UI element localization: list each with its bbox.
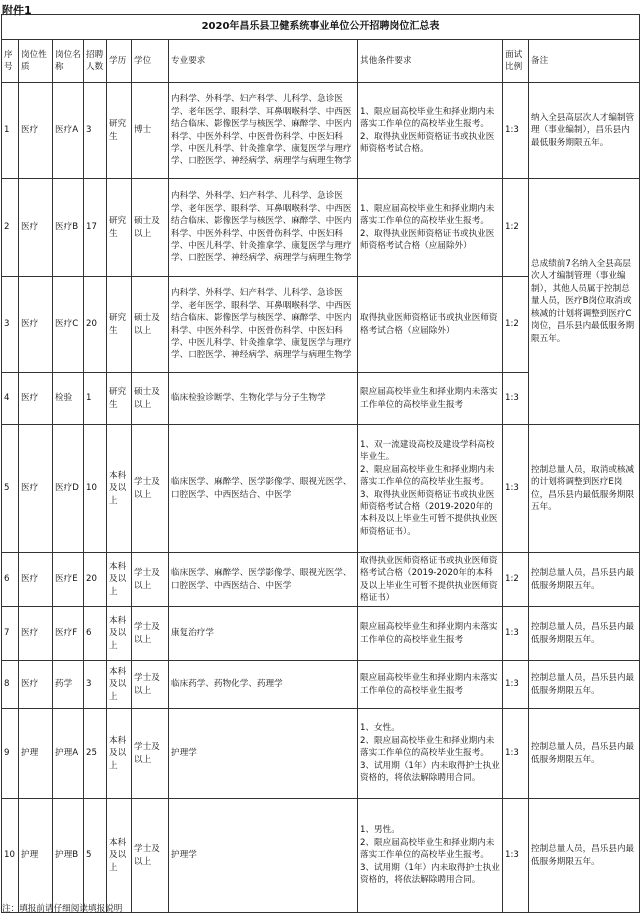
cell-other: 1、女性。 2、限应届高校毕业生和择业期内未落实工作单位的高校毕业生报考。 3、试用期（1年）内未取得护士执业资格的，将依法解除聘用合同。 bbox=[358, 709, 503, 799]
cell-count: 20 bbox=[84, 277, 107, 373]
cell-degree: 学士及以上 bbox=[132, 425, 169, 553]
cell-remark: 控制总量人员，昌乐县内最低服务期限五年。 bbox=[529, 607, 640, 661]
cell-no: 9 bbox=[2, 709, 19, 799]
cell-count: 5 bbox=[84, 799, 107, 913]
cell-ratio: 1:3 bbox=[503, 709, 529, 799]
header-cell: 备注 bbox=[529, 40, 640, 83]
cell-no: 6 bbox=[2, 553, 19, 607]
cell-degree: 学士及以上 bbox=[132, 661, 169, 709]
cell-edu: 本科及以上 bbox=[107, 661, 132, 709]
cell-name: 医疗B bbox=[53, 179, 84, 277]
cell-count: 17 bbox=[84, 179, 107, 277]
cell-no: 5 bbox=[2, 425, 19, 553]
recruitment-table bbox=[1, 14, 640, 913]
cell-major: 护理学 bbox=[169, 709, 358, 799]
header-cell: 学位 bbox=[132, 40, 169, 83]
header-row bbox=[2, 40, 640, 83]
cell-degree: 硕士及以上 bbox=[132, 277, 169, 373]
cell-major: 内科学、外科学、妇产科学、儿科学、急诊医学、老年医学、眼科学、耳鼻咽喉科学、中西医结合临床、影像医学与核医学、麻醉学、中医内科学、中医外科学、中医骨伤科学、中医妇科学、中医儿科学、针灸推拿学、康复医学与理疗学、口腔医学、神经病学、病理学与病理生物学 bbox=[169, 83, 358, 179]
cell-ratio: 1:3 bbox=[503, 425, 529, 553]
cell-ratio: 1:3 bbox=[503, 607, 529, 661]
cell-name: 医疗F bbox=[53, 607, 84, 661]
cell-nature: 医疗 bbox=[19, 373, 53, 425]
cell-nature: 医疗 bbox=[19, 425, 53, 553]
header-cell: 岗位名称 bbox=[53, 40, 84, 83]
cell-edu: 研究生 bbox=[107, 277, 132, 373]
cell-no: 3 bbox=[2, 277, 19, 373]
table-row bbox=[2, 553, 640, 607]
cell-nature: 护理 bbox=[19, 709, 53, 799]
cell-degree: 硕士及以上 bbox=[132, 179, 169, 277]
cell-major: 临床医学、麻醉学、医学影像学、眼视光医学、口腔医学、中西医结合、中医学 bbox=[169, 553, 358, 607]
header-cell: 专业要求 bbox=[169, 40, 358, 83]
header-cell: 面试比例 bbox=[503, 40, 529, 83]
header-cell: 学历 bbox=[107, 40, 132, 83]
header-cell: 招聘人数 bbox=[84, 40, 107, 83]
table-title: 2020年昌乐县卫健系统事业单位公开招聘岗位汇总表 bbox=[2, 15, 640, 40]
cell-ratio: 1:2 bbox=[503, 277, 529, 373]
cell-ratio: 1:3 bbox=[503, 799, 529, 913]
cell-other: 1、限应届高校毕业生和择业期内未落实工作单位的高校毕业生报考。 2、取得执业医师资格证书或执业医师资格考试合格（应届除外） bbox=[358, 179, 503, 277]
cell-major: 内科学、外科学、妇产科学、儿科学、急诊医学、老年医学、眼科学、耳鼻咽喉科学、中西医结合临床、影像医学与核医学、麻醉学、中医内科学、中医外科学、中医骨伤科学、中医妇科学、中医儿科学、针灸推拿学、康复医学与理疗学、口腔医学、神经病学、病理学与病理生物学 bbox=[169, 277, 358, 373]
cell-other: 1、限应届高校毕业生和择业期内未落实工作单位的高校毕业生报考。 2、取得执业医师资格证书或执业医师资格考试合格。 bbox=[358, 83, 503, 179]
cell-nature: 医疗 bbox=[19, 553, 53, 607]
cell-ratio: 1:2 bbox=[503, 179, 529, 277]
attachment-label: 附件1 bbox=[2, 4, 32, 17]
cell-edu: 研究生 bbox=[107, 373, 132, 425]
cell-remark: 控制总量人员，昌乐县内最低服务期限五年。 bbox=[529, 553, 640, 607]
cell-edu: 研究生 bbox=[107, 83, 132, 179]
table-row bbox=[2, 709, 640, 799]
header-cell: 岗位性质 bbox=[19, 40, 53, 83]
cell-edu: 本科及以上 bbox=[107, 553, 132, 607]
table-row bbox=[2, 425, 640, 553]
header-cell: 序号 bbox=[2, 40, 19, 83]
cell-ratio: 1:3 bbox=[503, 661, 529, 709]
cell-major: 康复治疗学 bbox=[169, 607, 358, 661]
table-row bbox=[2, 83, 640, 179]
cell-name: 医疗C bbox=[53, 277, 84, 373]
cell-other: 限应届高校毕业生和择业期内未落实工作单位的高校毕业生报考 bbox=[358, 373, 503, 425]
cell-name: 护理B bbox=[53, 799, 84, 913]
cell-count: 3 bbox=[84, 83, 107, 179]
cell-remark: 控制总量人员，昌乐县内最低服务期限五年。 bbox=[529, 709, 640, 799]
cell-name: 医疗D bbox=[53, 425, 84, 553]
cell-count: 25 bbox=[84, 709, 107, 799]
cell-nature: 医疗 bbox=[19, 83, 53, 179]
cell-degree: 学士及以上 bbox=[132, 553, 169, 607]
cell-remark: 控制总量人员，昌乐县内最低服务期限五年。 bbox=[529, 799, 640, 913]
cell-no: 7 bbox=[2, 607, 19, 661]
cell-count: 3 bbox=[84, 661, 107, 709]
cell-other: 取得执业医师资格证书或执业医师资格考试合格（2019-2020年的本科及以上毕业生可暂不提供执业医师资格证书） bbox=[358, 553, 503, 607]
cell-degree: 学士及以上 bbox=[132, 607, 169, 661]
table-row bbox=[2, 607, 640, 661]
cell-edu: 本科及以上 bbox=[107, 607, 132, 661]
cell-name: 药学 bbox=[53, 661, 84, 709]
cell-name: 医疗E bbox=[53, 553, 84, 607]
cell-degree: 硕士及以上 bbox=[132, 373, 169, 425]
cell-nature: 护理 bbox=[19, 799, 53, 913]
cell-other: 1、男性。 2、限应届高校毕业生和择业期内未落实工作单位的高校毕业生报考。 3、试用期（1年）内未取得护士执业资格的，将依法解除聘用合同。 bbox=[358, 799, 503, 913]
table-row bbox=[2, 799, 640, 913]
cell-no: 4 bbox=[2, 373, 19, 425]
cell-other: 限应届高校毕业生和择业期内未落实工作单位的高校毕业生报考 bbox=[358, 661, 503, 709]
footnote: 注：填报前请仔细阅读填报说明 bbox=[2, 904, 123, 914]
cell-edu: 本科及以上 bbox=[107, 709, 132, 799]
cell-degree: 博士 bbox=[132, 83, 169, 179]
cell-ratio: 1:3 bbox=[503, 83, 529, 179]
cell-no: 2 bbox=[2, 179, 19, 277]
cell-name: 医疗A bbox=[53, 83, 84, 179]
cell-count: 20 bbox=[84, 553, 107, 607]
cell-no: 10 bbox=[2, 799, 19, 913]
cell-count: 1 bbox=[84, 373, 107, 425]
cell-name: 检验 bbox=[53, 373, 84, 425]
cell-other: 限应届高校毕业生和择业期内未落实工作单位的高校毕业生报考 bbox=[358, 607, 503, 661]
cell-nature: 医疗 bbox=[19, 179, 53, 277]
cell-edu: 本科及以上 bbox=[107, 799, 132, 913]
cell-major: 内科学、外科学、妇产科学、儿科学、急诊医学、老年医学、眼科学、耳鼻咽喉科学、中西医结合临床、影像医学与核医学、麻醉学、中医内科学、中医外科学、中医骨伤科学、中医妇科学、中医儿科学、针灸推拿学、康复医学与理疗学、口腔医学、神经病学、病理学与病理生物学 bbox=[169, 179, 358, 277]
cell-name: 护理A bbox=[53, 709, 84, 799]
cell-other: 1、双一流建设高校及建设学科高校毕业生。 2、限应届高校毕业生和择业期内未落实工作单位的高校毕业生报考。 3、取得执业医师资格证书或执业医师资格考试合格（2019-2020年的本科及以上毕业生可暂不提供执业医师资格证书）。 bbox=[358, 425, 503, 553]
cell-degree: 学士及以上 bbox=[132, 799, 169, 913]
cell-no: 1 bbox=[2, 83, 19, 179]
cell-ratio: 1:3 bbox=[503, 373, 529, 425]
cell-ratio: 1:2 bbox=[503, 553, 529, 607]
cell-nature: 医疗 bbox=[19, 661, 53, 709]
header-cell: 其他条件要求 bbox=[358, 40, 503, 83]
cell-remark: 控制总量人员，昌乐县内最低服务期限五年。 bbox=[529, 661, 640, 709]
table-row bbox=[2, 179, 640, 277]
cell-degree: 学士及以上 bbox=[132, 709, 169, 799]
cell-count: 10 bbox=[84, 425, 107, 553]
cell-major: 临床药学、药物化学、药理学 bbox=[169, 661, 358, 709]
cell-no: 8 bbox=[2, 661, 19, 709]
cell-remark: 纳入全县高层次人才编制管理（事业编制），昌乐县内最低服务期限五年。 bbox=[529, 83, 640, 179]
cell-edu: 本科及以上 bbox=[107, 425, 132, 553]
cell-edu: 研究生 bbox=[107, 179, 132, 277]
cell-major: 临床检验诊断学、生物化学与分子生物学 bbox=[169, 373, 358, 425]
cell-nature: 医疗 bbox=[19, 277, 53, 373]
cell-nature: 医疗 bbox=[19, 607, 53, 661]
cell-remark: 总成绩前7名纳入全县高层次人才编制管理（事业编制），其他人员属于控制总量人员，医疗B岗位取消或核减的计划将调整到医疗C岗位，昌乐县内最低服务期限五年。 bbox=[529, 179, 640, 425]
cell-remark: 控制总量人员，取消或核减的计划将调整到医疗E岗位，昌乐县内最低服务期限五年。 bbox=[529, 425, 640, 553]
cell-major: 临床医学、麻醉学、医学影像学、眼视光医学、口腔医学、中西医结合、中医学 bbox=[169, 425, 358, 553]
cell-other: 取得执业医师资格证书或执业医师资格考试合格（应届除外） bbox=[358, 277, 503, 373]
table-row bbox=[2, 661, 640, 709]
cell-major: 护理学 bbox=[169, 799, 358, 913]
cell-count: 6 bbox=[84, 607, 107, 661]
